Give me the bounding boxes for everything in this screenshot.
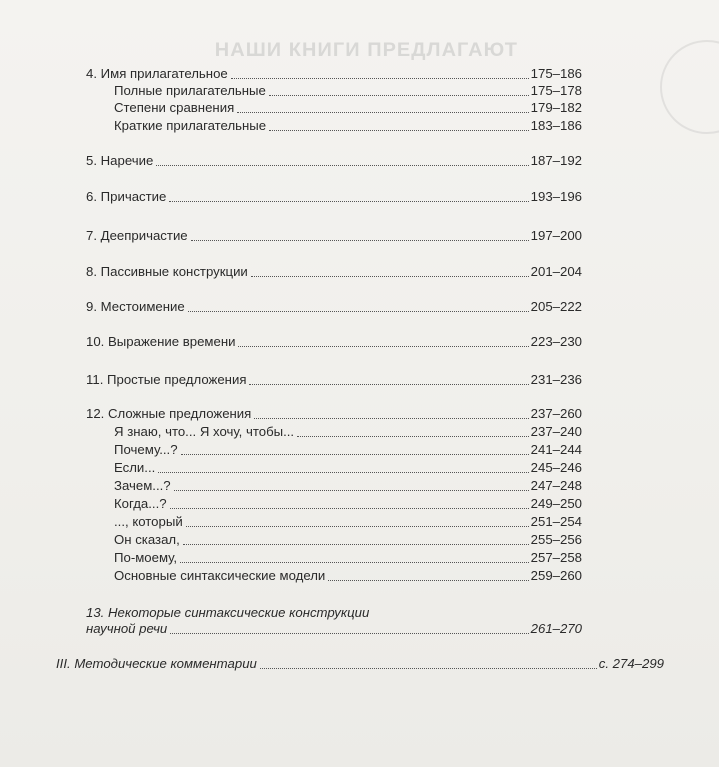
leader-dots	[237, 112, 528, 113]
toc-subentry[interactable]	[114, 460, 582, 476]
toc-entry-pages: 259–260	[530, 568, 582, 583]
toc-entry-title: 6. Причастие	[86, 189, 167, 204]
toc-entry-scientific-syntax[interactable]	[86, 621, 582, 637]
toc-entry-title: Степени сравнения	[114, 100, 235, 115]
toc-entry-pages: 255–256	[530, 532, 582, 547]
toc-entry-pages: 231–236	[530, 372, 582, 387]
toc-entry-pages: 175–186	[530, 66, 582, 81]
toc-entry-pages: 251–254	[530, 514, 582, 529]
leader-dots	[269, 95, 529, 96]
leader-dots	[269, 130, 529, 131]
toc-entry-adjective[interactable]	[86, 66, 582, 82]
toc-subentry[interactable]	[114, 118, 582, 134]
toc-entry-pages: 179–182	[530, 100, 582, 115]
toc-entry-pages: 241–244	[530, 442, 582, 457]
toc-entry-title: ..., который	[114, 514, 183, 529]
toc-subentry[interactable]	[114, 100, 582, 116]
toc-entry-gerund[interactable]	[86, 228, 582, 244]
leader-dots	[180, 562, 529, 563]
toc-entry-pages: 249–250	[530, 496, 582, 511]
leader-dots	[260, 668, 597, 669]
toc-entry-pages: 261–270	[530, 621, 582, 636]
leader-dots	[174, 490, 529, 491]
toc-entry-pages: 247–248	[530, 478, 582, 493]
toc-entry-pages: 237–240	[530, 424, 582, 439]
toc-entry-title: Я знаю, что... Я хочу, чтобы...	[114, 424, 295, 439]
toc-entry-pages: 187–192	[530, 153, 582, 168]
toc-entry-pages: 175–178	[530, 83, 582, 98]
toc-entry-passive[interactable]	[86, 264, 582, 280]
toc-entry-time-expression[interactable]	[86, 334, 582, 350]
toc-entry-title: По-моему,	[114, 550, 178, 565]
toc-entry-pages: 205–222	[530, 299, 582, 314]
leader-dots	[231, 78, 529, 79]
toc-subentry[interactable]	[114, 424, 582, 440]
toc-entry-title: Когда...?	[114, 496, 167, 511]
bleed-through-seal	[660, 40, 719, 134]
toc-entry-pages: 201–204	[530, 264, 582, 279]
toc-entry-simple-sentences[interactable]	[86, 372, 582, 388]
toc-entry-participle[interactable]	[86, 189, 582, 205]
leader-dots	[186, 526, 529, 527]
leader-dots	[183, 544, 529, 545]
toc-entry-title: Если...	[114, 460, 156, 475]
leader-dots	[156, 165, 528, 166]
leader-dots	[238, 346, 528, 347]
toc-subentry[interactable]	[114, 83, 582, 99]
leader-dots	[181, 454, 529, 455]
toc-subentry[interactable]	[114, 568, 582, 584]
toc-entry-complex-sentences[interactable]	[86, 406, 582, 422]
toc-entry-scientific-syntax-line1: 13. Некоторые синтаксические конструкции	[86, 605, 370, 620]
toc-entry-pages: 193–196	[530, 189, 582, 204]
toc-entry-adverb[interactable]	[86, 153, 582, 169]
leader-dots	[249, 384, 528, 385]
toc-entry-title: III. Методические комментарии	[56, 656, 257, 671]
toc-entry-title: 10. Выражение времени	[86, 334, 236, 349]
toc-entry-title: 11. Простые предложения	[86, 372, 247, 387]
toc-entry-title: Полные прилагательные	[114, 83, 266, 98]
toc-entry-pages: 197–200	[530, 228, 582, 243]
toc-subentry[interactable]	[114, 514, 582, 530]
toc-entry-pages: 183–186	[530, 118, 582, 133]
leader-dots	[158, 472, 528, 473]
toc-entry-title: 8. Пассивные конструкции	[86, 264, 248, 279]
leader-dots	[297, 436, 529, 437]
toc-entry-pages: с. 274–299	[598, 656, 664, 671]
toc-subentry[interactable]	[114, 478, 582, 494]
leader-dots	[254, 418, 528, 419]
toc-subentry[interactable]	[114, 442, 582, 458]
toc-entry-title: 9. Местоимение	[86, 299, 185, 314]
bleed-through-heading: НАШИ КНИГИ ПРЕДЛАГАЮТ	[214, 40, 518, 61]
toc-entry-title: научной речи	[86, 621, 168, 636]
toc-subentry[interactable]	[114, 496, 582, 512]
toc-subentry[interactable]	[114, 532, 582, 548]
toc-entry-methodological-comments[interactable]	[56, 656, 664, 672]
toc-entry-pages: 245–246	[530, 460, 582, 475]
toc-entry-title: 7. Деепричастие	[86, 228, 188, 243]
toc-entry-title: Он сказал,	[114, 532, 180, 547]
toc-entry-pages: 237–260	[530, 406, 582, 421]
toc-entry-title: 4. Имя прилагательное	[86, 66, 228, 81]
leader-dots	[328, 580, 528, 581]
leader-dots	[170, 633, 528, 634]
leader-dots	[170, 508, 529, 509]
toc-entry-title: Почему...?	[114, 442, 178, 457]
toc-entry-title: Краткие прилагательные	[114, 118, 267, 133]
toc-entry-title: 5. Наречие	[86, 153, 154, 168]
toc-entry-title: Зачем...?	[114, 478, 171, 493]
toc-entry-title: 12. Сложные предложения	[86, 406, 252, 421]
toc-entry-pages: 223–230	[530, 334, 582, 349]
toc-subentry[interactable]	[114, 550, 582, 566]
leader-dots	[191, 240, 529, 241]
toc-entry-pronoun[interactable]	[86, 299, 582, 315]
toc-entry-pages: 257–258	[530, 550, 582, 565]
leader-dots	[188, 311, 529, 312]
leader-dots	[251, 276, 529, 277]
toc-entry-title: Основные синтаксические модели	[114, 568, 326, 583]
leader-dots	[169, 201, 528, 202]
